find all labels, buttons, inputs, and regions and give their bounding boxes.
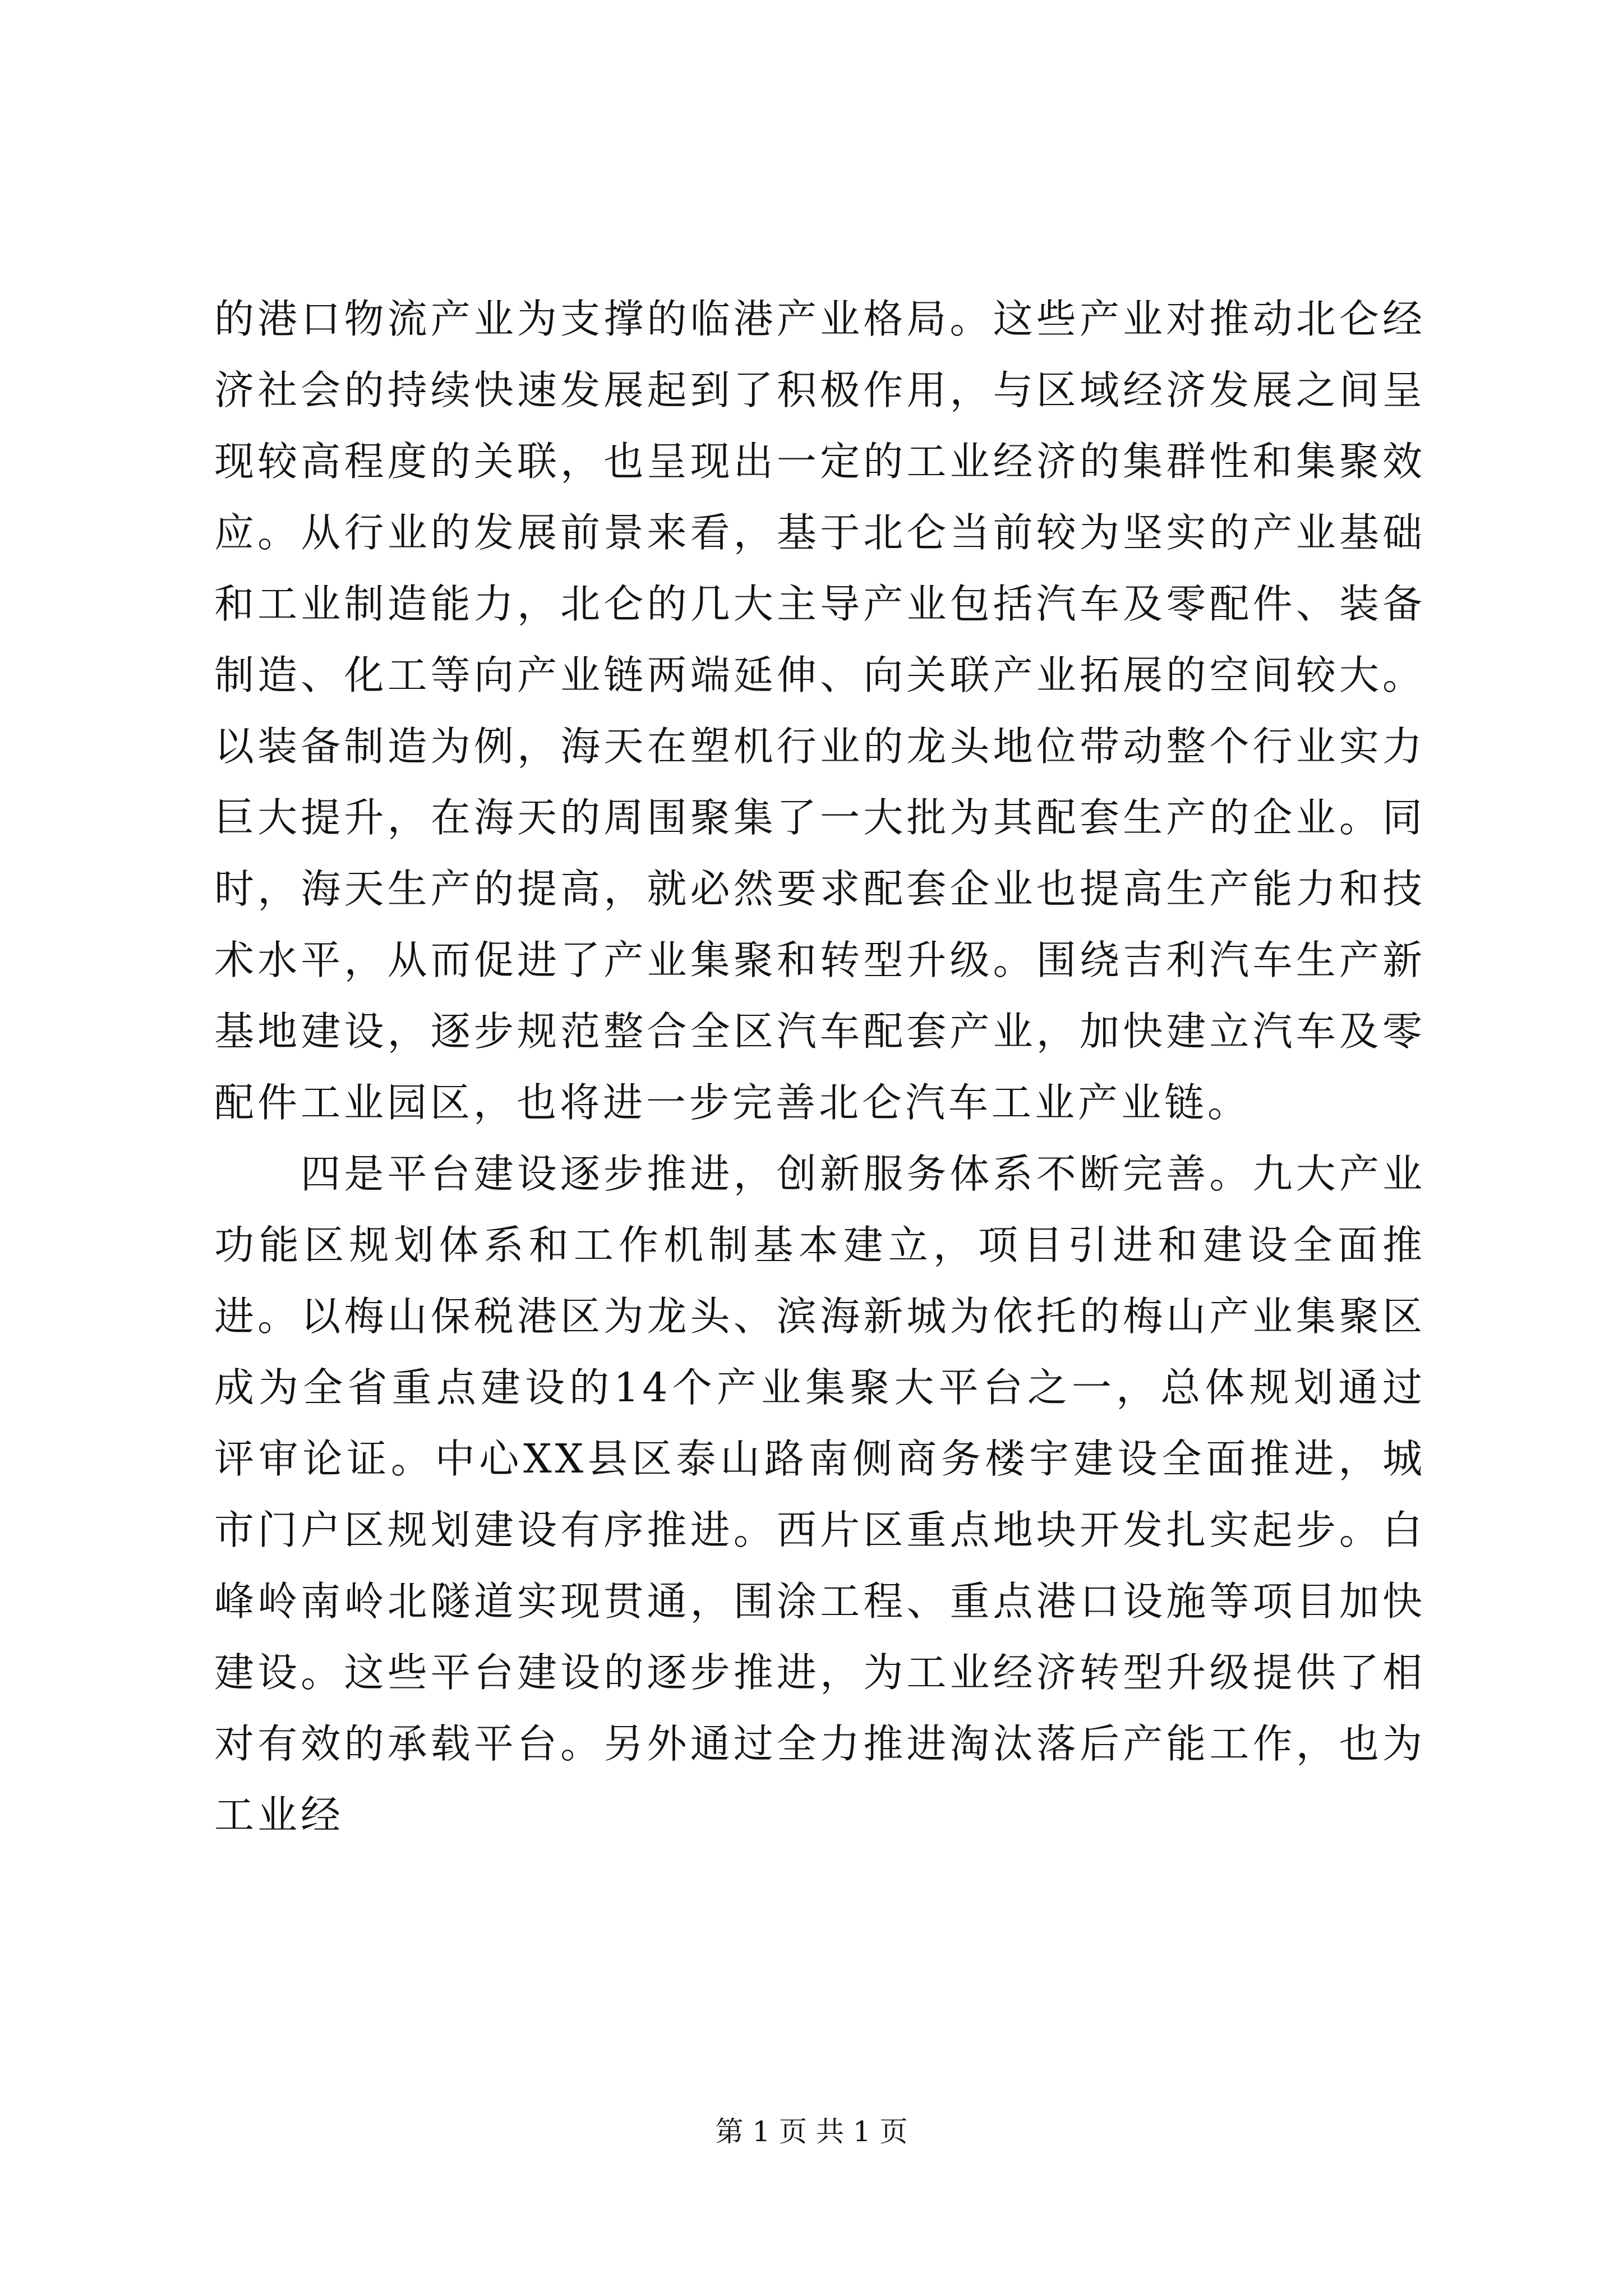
- paragraph-port-industry: 的港口物流产业为支撑的临港产业格局。这些产业对推动北仑经济社会的持续快速发展起到了积极作用，与区域经济发展之间呈现较高程度的关联，也呈现出一定的工业经济的集群性和集聚效应。从行业的发展前景来看，基于北仑当前较为坚实的产业基础和工业制造能力，北仑的几大主导产业包括汽车及零配件、装备制造、化工等向产业链两端延伸、向关联产业拓展的空间较大。以装备制造为例，海天在塑机行业的龙头地位带动整个行业实力巨大提升，在海天的周围聚集了一大批为其配套生产的企业。同时，海天生产的提高，就必然要求配套企业也提高生产能力和技术水平，从而促进了产业集聚和转型升级。围绕吉利汽车生产新基地建设，逐步规范整合全区汽车配套产业，加快建立汽车及零配件工业园区，也将进一步完善北仑汽车工业产业链。: [214, 296, 1426, 1126]
- document-body: [214, 283, 1426, 1851]
- page-number-label: 第 1 页 共 1 页: [715, 2115, 908, 2148]
- page-footer: [0, 2115, 1623, 2148]
- paragraph-platform-construction: 四是平台建设逐步推进，创新服务体系不断完善。九大产业功能区规划体系和工作机制基本建立，项目引进和建设全面推进。以梅山保税港区为龙头、滨海新城为依托的梅山产业集聚区成为全省重点建设的14个产业集聚大平台之一，总体规划通过评审论证。中心XX县区泰山路南侧商务楼宇建设全面推进，城市门户区规划建设有序推进。西片区重点地块开发扎实起步。白峰岭南岭北隧道实现贯通，围涂工程、重点港口设施等项目加快建设。这些平台建设的逐步推进，为工业经济转型升级提供了相对有效的承载平台。另外通过全力推进淘汰落后产能工作，也为工业经: [214, 1151, 1426, 1838]
